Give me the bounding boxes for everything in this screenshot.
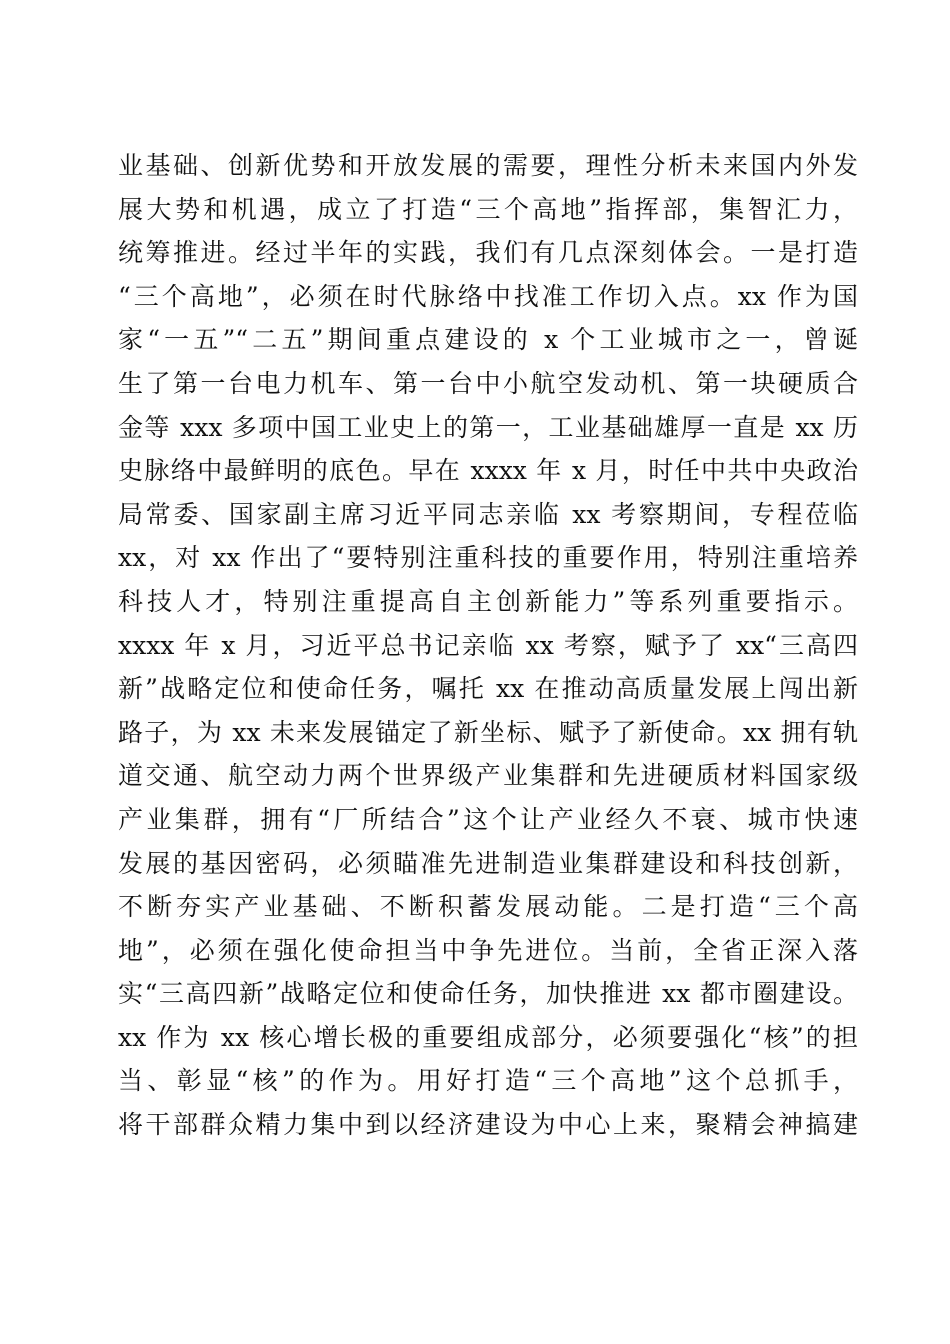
text-line-10: xx，对 xx 作出了“要特别注重科技的重要作用，特别注重培养 bbox=[118, 543, 858, 573]
text-line-3: 统筹推进。经过半年的实践，我们有几点深刻体会。一是打造 bbox=[118, 238, 858, 268]
text-line-13: 新”战略定位和使命任务，嘱托 xx 在推动高质量发展上闯出新 bbox=[118, 674, 858, 704]
text-line-7: 金等 xxx 多项中国工业史上的第一，工业基础雄厚一直是 xx 历 bbox=[118, 412, 858, 442]
text-line-20: 实“三高四新”战略定位和使命任务，加快推进 xx 都市圈建设。 bbox=[118, 979, 858, 1009]
text-line-6: 生了第一台电力机车、第一台中小航空发动机、第一块硬质合 bbox=[118, 368, 858, 398]
text-line-18: 不断夯实产业基础、不断积蓄发展动能。二是打造“三个高 bbox=[118, 892, 858, 922]
text-line-19: 地”，必须在强化使命担当中争先进位。当前，全省正深入落 bbox=[118, 935, 858, 965]
text-line-16: 产业集群，拥有“厂所结合”这个让产业经久不衰、城市快速 bbox=[118, 804, 858, 834]
text-line-15: 道交通、航空动力两个世界级产业集群和先进硬质材料国家级 bbox=[118, 761, 858, 791]
text-line-17: 发展的基因密码，必须瞄准先进制造业集群建设和科技创新， bbox=[118, 848, 858, 878]
text-line-12: xxxx 年 x 月，习近平总书记亲临 xx 考察，赋予了 xx“三高四 bbox=[118, 630, 858, 660]
text-line-4: “三个高地”，必须在时代脉络中找准工作切入点。xx 作为国 bbox=[118, 281, 858, 311]
text-line-22: 当、彰显“核”的作为。用好打造“三个高地”这个总抓手， bbox=[118, 1066, 858, 1096]
text-line-14: 路子，为 xx 未来发展锚定了新坐标、赋予了新使命。xx 拥有轨 bbox=[118, 717, 858, 747]
text-line-21: xx 作为 xx 核心增长极的重要组成部分，必须要强化“核”的担 bbox=[118, 1022, 858, 1052]
text-line-8: 史脉络中最鲜明的底色。早在 xxxx 年 x 月，时任中共中央政治 bbox=[118, 456, 858, 486]
text-line-2: 展大势和机遇，成立了打造“三个高地”指挥部，集智汇力， bbox=[118, 194, 858, 224]
text-line-9: 局常委、国家副主席习近平同志亲临 xx 考察期间，专程莅临 bbox=[118, 499, 858, 529]
body-paragraph bbox=[118, 144, 858, 1147]
text-line-5: 家“一五”“二五”期间重点建设的 x 个工业城市之一，曾诞 bbox=[118, 325, 858, 355]
text-line-1: 业基础、创新优势和开放发展的需要，理性分析未来国内外发 bbox=[118, 151, 858, 180]
text-line-23: 将干部群众精力集中到以经济建设为中心上来，聚精会神搞建 bbox=[118, 1110, 858, 1140]
text-line-11: 科技人才，特别注重提高自主创新能力”等系列重要指示。 bbox=[118, 586, 858, 616]
